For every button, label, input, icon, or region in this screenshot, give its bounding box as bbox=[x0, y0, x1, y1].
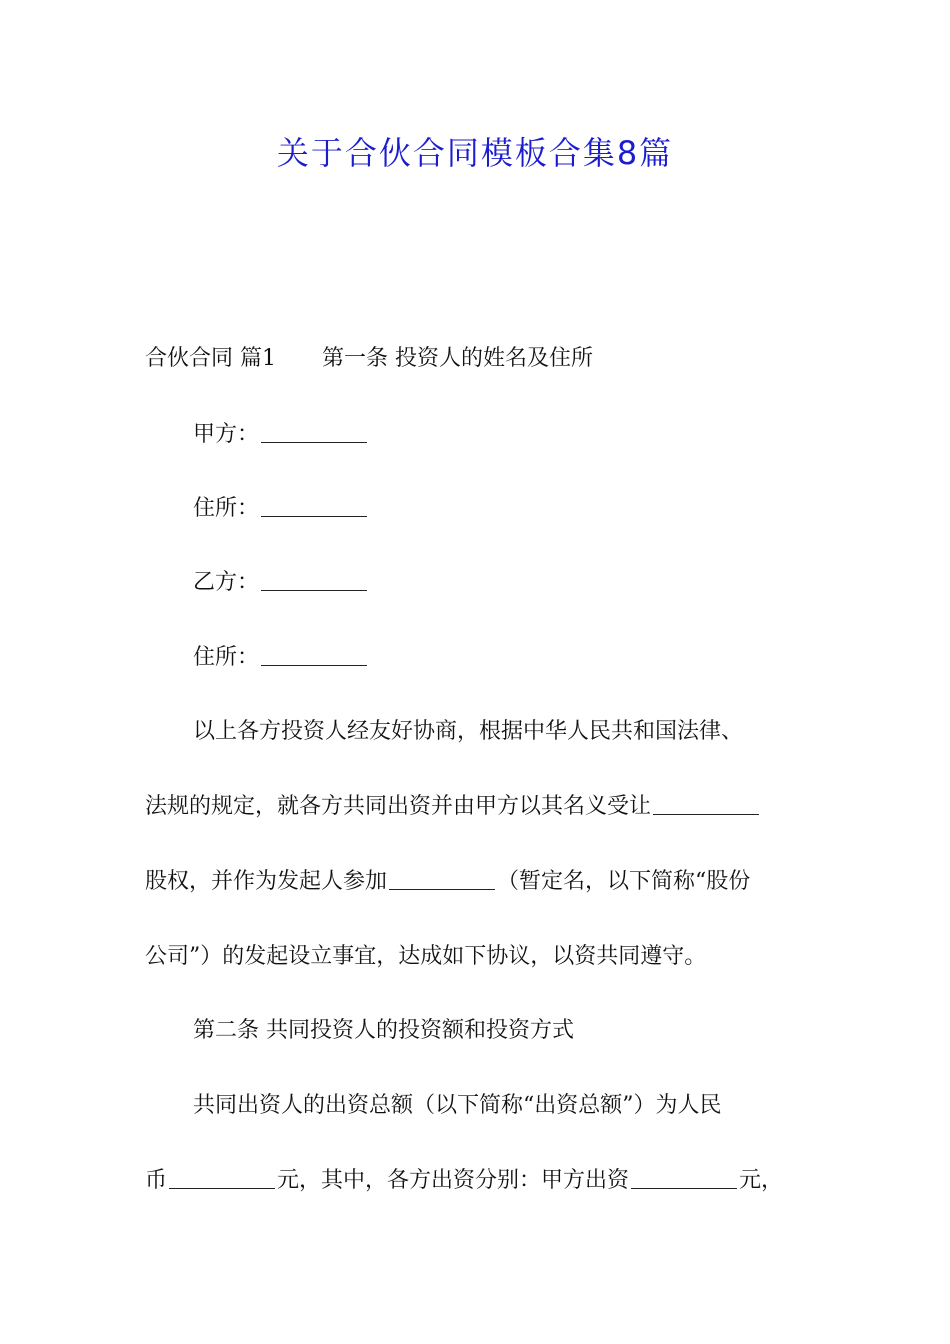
paragraph-line: 以上各方投资人经友好协商，根据中华人民共和国法律、 bbox=[193, 719, 744, 744]
paragraph-line bbox=[145, 867, 750, 897]
party-b-label: 乙方： bbox=[193, 570, 260, 595]
fill-blank bbox=[169, 1166, 275, 1189]
paragraph-text: 法规的规定，就各方共同出资并由甲方以其名义受让 bbox=[145, 794, 652, 819]
fill-blank bbox=[261, 494, 367, 517]
fill-blank bbox=[261, 568, 367, 591]
party-a-line bbox=[193, 420, 369, 450]
paragraph-line bbox=[145, 792, 761, 822]
paragraph-text: （暂定名，以下简称“股份 bbox=[497, 869, 751, 894]
address-b-line bbox=[193, 643, 369, 673]
address-a-line bbox=[193, 494, 369, 524]
paragraph-text: 元， bbox=[739, 1168, 784, 1193]
article-1-heading: 第一条 投资人的姓名及住所 bbox=[322, 346, 593, 371]
fill-blank bbox=[389, 867, 495, 890]
party-a-label: 甲方： bbox=[193, 422, 260, 447]
fill-blank bbox=[631, 1166, 737, 1189]
paragraph-text: 币 bbox=[145, 1168, 168, 1193]
paragraph-line: 共同出资人的出资总额（以下简称“出资总额”）为人民 bbox=[193, 1093, 722, 1118]
paragraph-text: 股权，并作为发起人参加 bbox=[145, 869, 388, 894]
party-b-line bbox=[193, 568, 369, 598]
fill-blank bbox=[653, 792, 759, 815]
article-2-heading: 第二条 共同投资人的投资额和投资方式 bbox=[193, 1018, 574, 1043]
document-title: 关于合伙合同模板合集8篇 bbox=[276, 134, 674, 172]
address-a-label: 住所： bbox=[193, 496, 260, 521]
heading-line bbox=[145, 344, 593, 374]
paragraph-line: 公司”）的发起设立事宜，达成如下协议，以资共同遵守。 bbox=[145, 944, 707, 969]
fill-blank bbox=[261, 643, 367, 666]
paragraph-line bbox=[145, 1166, 783, 1196]
paragraph-text: 元，其中，各方出资分别：甲方出资 bbox=[277, 1168, 630, 1193]
section-label: 合伙合同 篇1 bbox=[145, 346, 276, 371]
fill-blank bbox=[261, 420, 367, 443]
address-b-label: 住所： bbox=[193, 645, 260, 670]
